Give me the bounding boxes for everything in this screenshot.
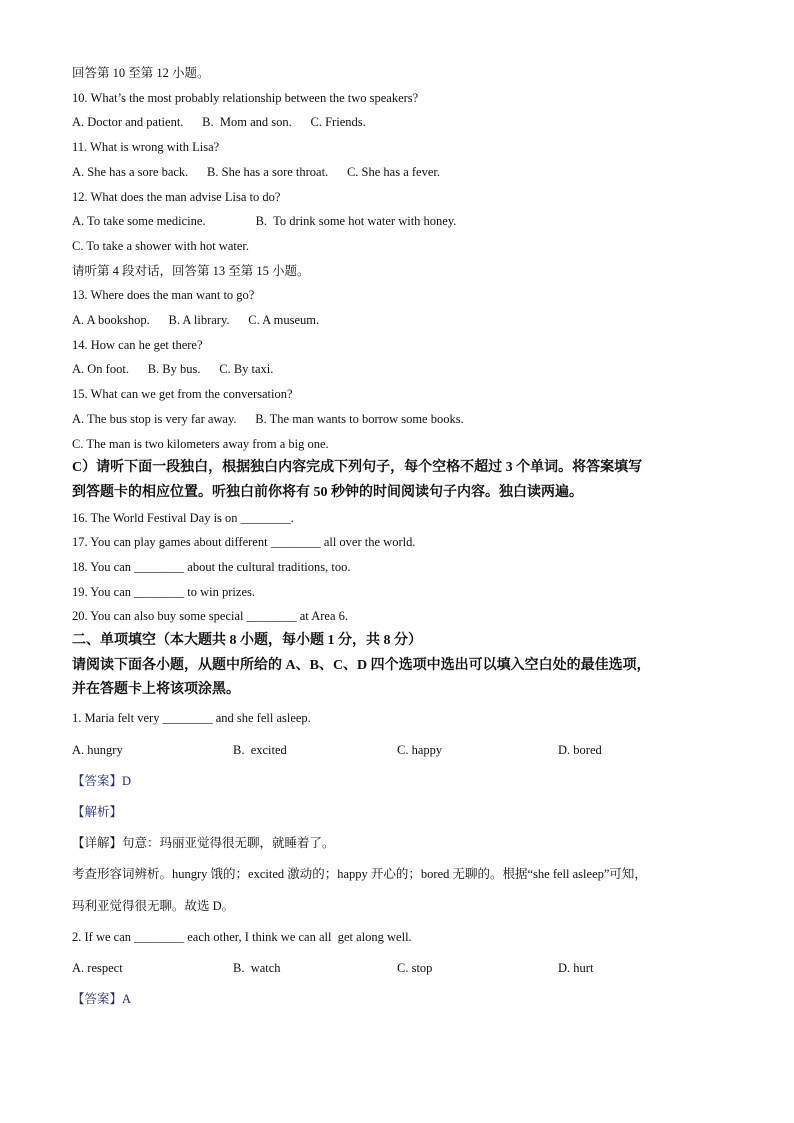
- q2-option-d: D. hurt: [558, 961, 594, 975]
- fill-item-19: 19. You can ________ to win prizes.: [72, 585, 255, 599]
- fill-item-18: 18. You can ________ about the cultural traditions, too.: [72, 560, 351, 574]
- fill-item-20: 20. You can also buy some special ________ at Area 6.: [72, 609, 349, 623]
- section-c-heading-cont: 到答题卡的相应位置。听独白前你将有 50 秒钟的时间阅读句子内容。独白读两遍。: [72, 485, 583, 500]
- q1-explanation: 考查形容词辨析。hungry 饿的；excited 激动的；happy 开心的；bored 无聊的。根据“she fell asleep”可知，: [72, 867, 647, 881]
- question-14: 14. How can he get there?: [72, 338, 203, 352]
- options-12-ab: A. To take some medicine. B. To drink some hot water with honey.: [72, 214, 457, 228]
- question-15: 15. What can we get from the conversation?: [72, 387, 293, 401]
- q1-analysis-label: 【解析】: [72, 805, 123, 819]
- q1-explanation-cont: 玛利亚觉得很无聊。故选 D。: [72, 899, 235, 913]
- section-c-heading: C）请听下面一段独白，根据独白内容完成下列句子，每个空格不超过 3 个单词。将答案填写: [72, 460, 643, 475]
- options-15-c: C. The man is two kilometers away from a big one.: [72, 437, 329, 451]
- q2-option-c: C. stop: [397, 961, 433, 975]
- q2-option-a: A. respect: [72, 961, 123, 975]
- options-10: A. Doctor and patient. B. Mom and son. C. Friends.: [72, 115, 366, 129]
- options-14: A. On foot. B. By bus. C. By taxi.: [72, 362, 274, 376]
- q1-option-a: A. hungry: [72, 743, 123, 757]
- part2-instructions-cont: 并在答题卡上将该项涂黑。: [72, 682, 240, 697]
- question-1-stem: 1. Maria felt very ________ and she fell asleep.: [72, 711, 311, 725]
- question-2-stem: 2. If we can ________ each other, I think we can all get along well.: [72, 930, 412, 944]
- q1-option-b: B. excited: [233, 743, 287, 757]
- options-12-c: C. To take a shower with hot water.: [72, 239, 249, 253]
- q1-detail: 【详解】句意：玛丽亚觉得很无聊，就睡着了。: [72, 836, 335, 850]
- text-line: 请听第 4 段对话，回答第 13 至第 15 小题。: [72, 264, 310, 278]
- part2-instructions: 请阅读下面各小题，从题中所给的 A、B、C、D 四个选项中选出可以填入空白处的最佳选项，: [72, 658, 651, 673]
- question-10: 10. What’s the most probably relationship between the two speakers?: [72, 91, 419, 105]
- options-11: A. She has a sore back. B. She has a sore throat. C. She has a fever.: [72, 165, 440, 179]
- q2-answer: 【答案】A: [72, 992, 132, 1006]
- q1-option-c: C. happy: [397, 743, 443, 757]
- fill-item-16: 16. The World Festival Day is on ________.: [72, 511, 294, 525]
- question-11: 11. What is wrong with Lisa?: [72, 140, 220, 154]
- options-13: A. A bookshop. B. A library. C. A museum.: [72, 313, 320, 327]
- text-line: 回答第 10 至第 12 小题。: [72, 66, 210, 80]
- q1-answer: 【答案】D: [72, 774, 132, 788]
- question-12: 12. What does the man advise Lisa to do?: [72, 190, 281, 204]
- options-15-ab: A. The bus stop is very far away. B. The man wants to borrow some books.: [72, 412, 464, 426]
- question-13: 13. Where does the man want to go?: [72, 288, 255, 302]
- q2-option-b: B. watch: [233, 961, 281, 975]
- part2-heading: 二、单项填空（本大题共 8 小题，每小题 1 分，共 8 分）: [72, 633, 422, 648]
- q1-option-d: D. bored: [558, 743, 602, 757]
- fill-item-17: 17. You can play games about different ________ all over the world.: [72, 535, 416, 549]
